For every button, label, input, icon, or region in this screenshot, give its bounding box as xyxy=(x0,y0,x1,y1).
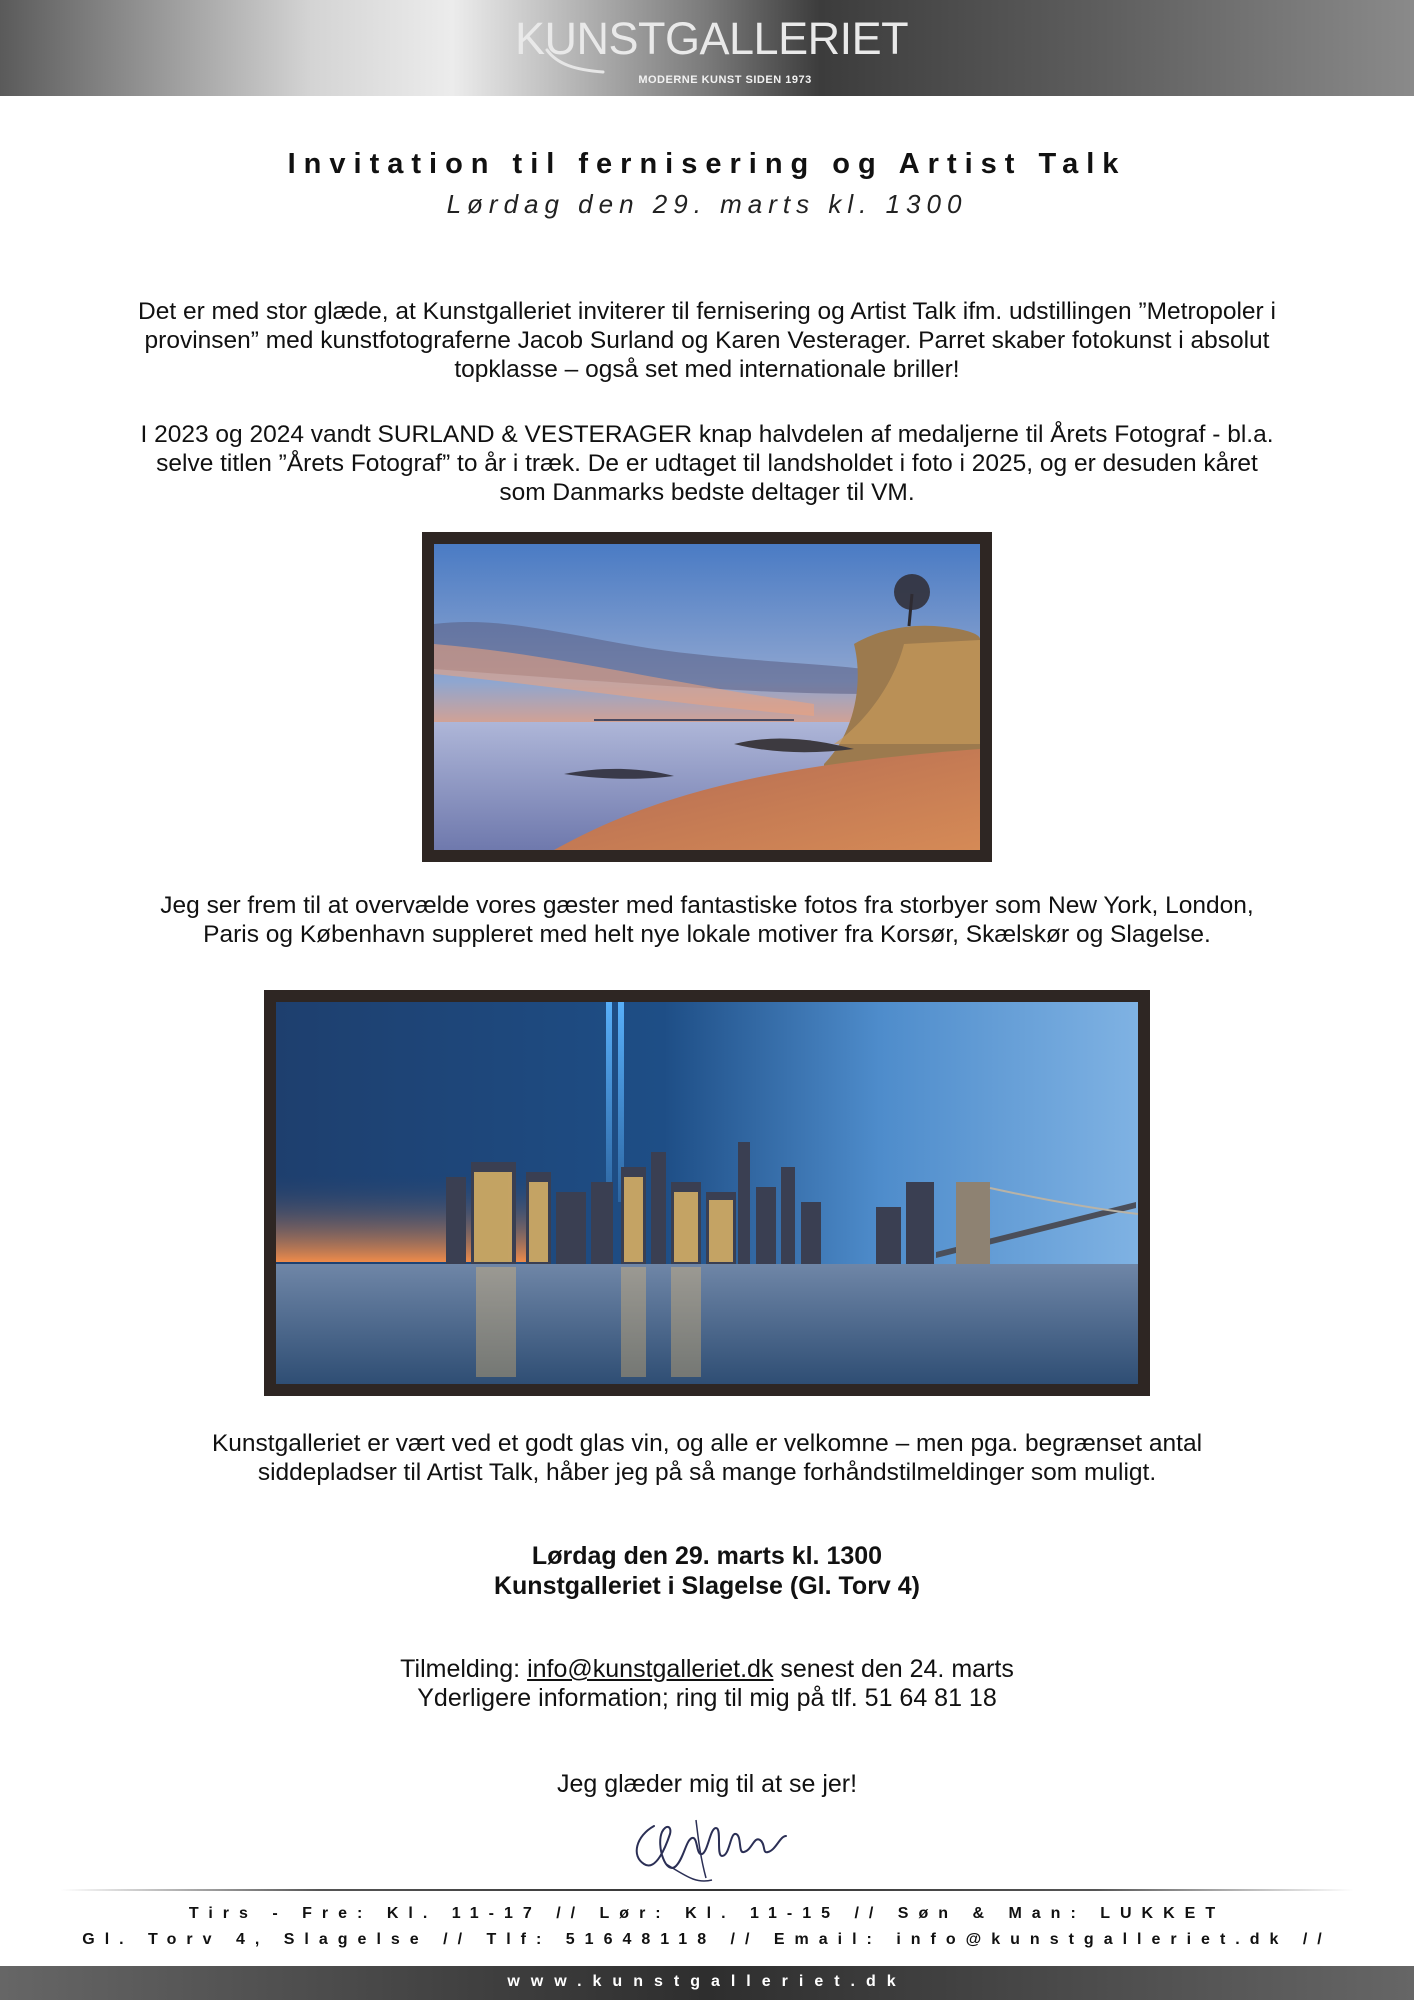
cities-line: Jeg ser frem til at overvælde vores gæster med fantastiske fotos fra storbyer som New York, London, xyxy=(160,892,1254,919)
awards-line: som Danmarks bedste deltager til VM. xyxy=(499,479,915,506)
skyline-landscape-picture xyxy=(276,1002,1138,1384)
wine-paragraph xyxy=(20,1429,1394,1487)
awards-line: selve titlen ”Årets Fotograf” to år i træk. De er udtaget til landsholdet i foto i 2025, og er desuden kåret xyxy=(156,450,1258,477)
awards-paragraph xyxy=(20,420,1394,507)
framed-photo-skyline[interactable] xyxy=(264,990,1150,1396)
awards-line: I 2023 og 2024 vandt SURLAND & VESTERAGER knap halvdelen af medaljerne til Årets Fotograf - bl.a. xyxy=(140,421,1274,448)
signup-suffix: senest den 24. marts xyxy=(773,1655,1014,1683)
photo-coast-image xyxy=(434,544,980,850)
coast-landscape-picture xyxy=(434,544,980,850)
logo-tagline: MODERNE KUNST SIDEN 1973 xyxy=(638,74,812,86)
signup-line xyxy=(0,1655,1414,1684)
closing-line: Jeg glæder mig til at se jer! xyxy=(556,1770,858,1798)
framed-photo-coast[interactable] xyxy=(422,532,992,862)
event-date: Lørdag den 29. marts kl. 1300 xyxy=(531,1542,883,1570)
cities-line: Paris og København suppleret med helt nye lokale motiver fra Korsør, Skælskør og Slagelse. xyxy=(203,921,1211,948)
photo-skyline-image xyxy=(276,1002,1138,1384)
website-link[interactable]: www.kunstgalleriet.dk xyxy=(507,1973,907,1990)
info-phone-line: Yderligere information; ring til mig på tlf. 51 64 81 18 xyxy=(417,1684,997,1712)
gallery-logo[interactable] xyxy=(515,13,909,92)
intro-line: topklasse – også set med internationale briller! xyxy=(454,356,960,383)
intro-line: Det er med stor glæde, at Kunstgalleriet inviterer til fernisering og Artist Talk ifm. udstillingen ”Metropoler i xyxy=(138,298,1276,325)
signup-block xyxy=(0,1655,1414,1713)
logo-swoosh-icon xyxy=(545,48,605,74)
invitation-title: Invitation til fernisering og Artist Talk xyxy=(287,148,1127,180)
logo-wordmark: KUNSTGALLERIET xyxy=(515,13,909,64)
event-place: Kunstgalleriet i Slagelse (Gl. Torv 4) xyxy=(493,1572,921,1600)
invitation-subtitle: Lørdag den 29. marts kl. 1300 xyxy=(446,189,968,219)
opening-hours: Tirs - Fre: Kl. 11-17 // Lør: Kl. 11-15 // Søn & Man: LUKKET xyxy=(188,1905,1226,1922)
cities-paragraph xyxy=(20,891,1394,949)
contact-line: Gl. Torv 4, Slagelse // Tlf: 51648118 // Email: info@kunstgalleriet.dk // xyxy=(82,1931,1332,1948)
header-banner xyxy=(0,0,1414,96)
signup-email-link[interactable]: info@kunstgalleriet.dk xyxy=(527,1655,774,1683)
intro-line: provinsen” med kunstfotograferne Jacob Surland og Karen Vesterager. Parret skaber fotokunst i absolut xyxy=(144,327,1270,354)
wine-line: siddepladser til Artist Talk, håber jeg på så mange forhåndstilmeldinger som muligt. xyxy=(257,1459,1157,1486)
intro-paragraph xyxy=(20,297,1394,384)
signature-icon xyxy=(626,1806,792,1886)
footer-divider xyxy=(60,1889,1354,1891)
signup-prefix: Tilmelding: xyxy=(400,1655,528,1683)
event-details xyxy=(0,1541,1414,1601)
wine-line: Kunstgalleriet er vært ved et godt glas vin, og alle er velkomne – men pga. begrænset antal xyxy=(211,1430,1203,1457)
